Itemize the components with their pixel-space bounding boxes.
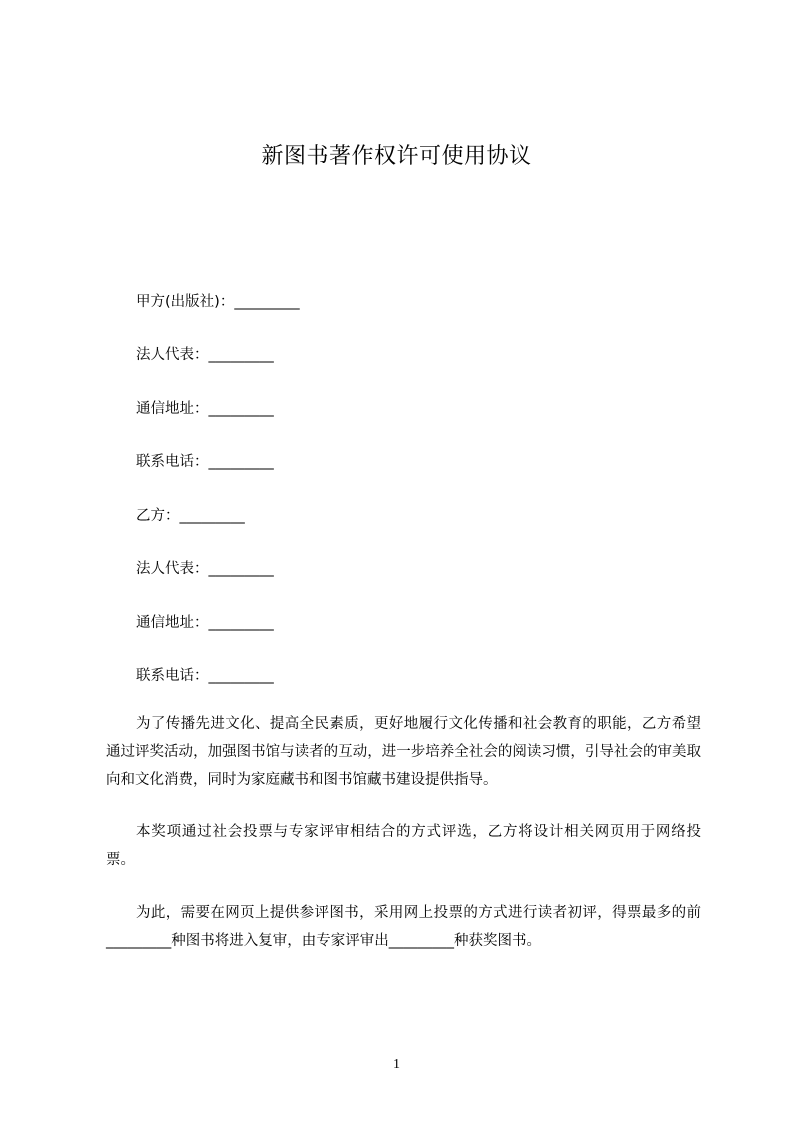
paragraph-purpose: 为了传播先进文化、提高全民素质，更好地履行文化传播和社会教育的职能，乙方希望通过评奖活动，加强图书馆与读者的互动，进一步培养全社会的阅读习惯，引导社会的审美取向和文化消费，同时为家庭藏书和图书馆藏书建设提供指导。: [106, 716, 701, 788]
party-a-address: 通信地址：_________: [136, 401, 274, 417]
paragraph-voting-method: 本奖项通过社会投票与专家评审相结合的方式评选，乙方将设计相关网页用于网络投票。: [106, 824, 701, 868]
party-b-legal-rep: 法人代表：_________: [136, 561, 274, 577]
party-b-address: 通信地址：_________: [136, 615, 274, 631]
page-number: 1: [393, 1057, 400, 1072]
document-title: 新图书著作权许可使用协议: [261, 144, 532, 169]
party-b-name: 乙方：_________: [136, 508, 245, 524]
party-b-phone: 联系电话：_________: [136, 668, 274, 684]
party-a-phone: 联系电话：_________: [136, 454, 274, 470]
party-a-name: 甲方(出版社)：_________: [136, 294, 300, 310]
party-a-legal-rep: 法人代表：_________: [136, 347, 274, 363]
paragraph-selection: 为此，需要在网页上提供参评图书，采用网上投票的方式进行读者初评，得票最多的前_________种图书将进入复审，由专家评审出_________种获奖图书。: [106, 905, 701, 949]
